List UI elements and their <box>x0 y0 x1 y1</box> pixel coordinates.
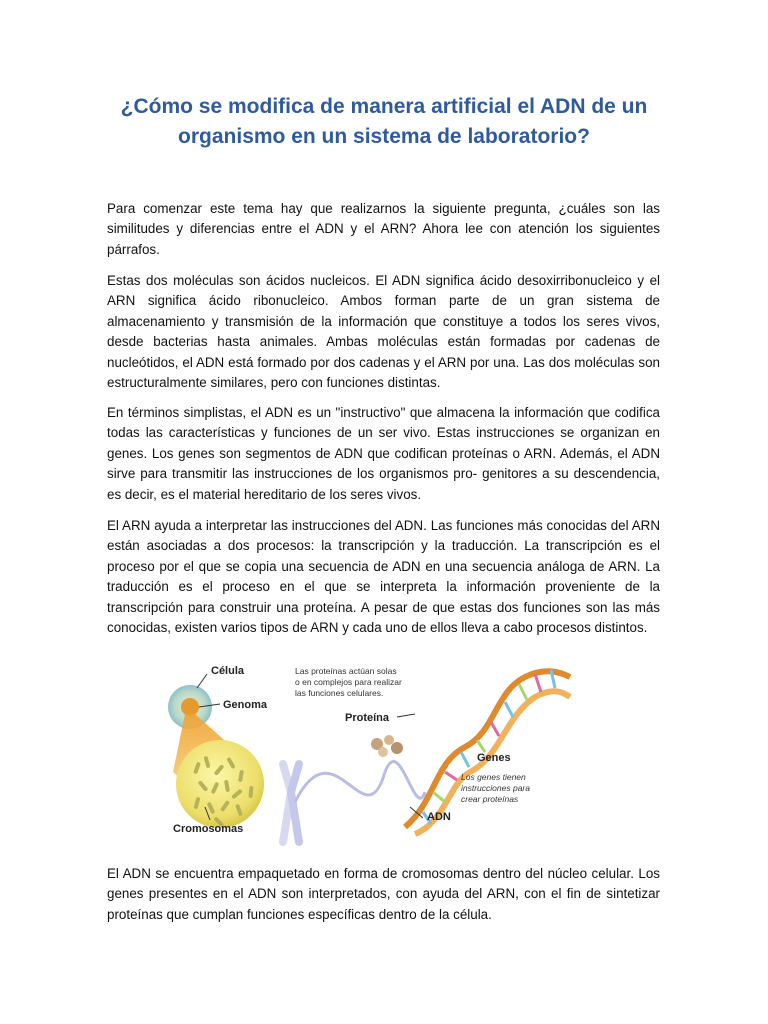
note-genes-line-3: crear proteínas <box>461 794 519 804</box>
protein-cluster <box>371 735 403 757</box>
label-celula: Célula <box>211 665 245 677</box>
note-proteinas-line-1: Las proteínas actúan solas <box>295 666 397 676</box>
paragraph-adn-instructions: En términos simplistas, el ADN es un "instructivo" que almacena la información que codifica todas las características y funciones de un ser vivo. Estas instrucciones se organizan en genes. Los genes son segmentos de ADN que codifican proteínas o ARN. Además, el ADN sirve para transmitir las instrucciones de los organismos pro- genitores a su descendencia, es decir, es el material hereditario de los seres vivos. <box>107 405 660 502</box>
note-proteinas-line-2: o en complejos para realizar <box>295 677 402 687</box>
nucleus-shape <box>181 698 199 716</box>
note-genes-line-1: Los genes tienen <box>461 772 526 782</box>
note-genes <box>461 772 532 804</box>
note-proteinas-line-3: las funciones celulares. <box>295 688 384 698</box>
enlarged-nucleus <box>176 740 264 828</box>
paragraph-arn-functions: El ARN ayuda a interpretar las instrucciones del ADN. Las funciones más conocidas del ARN están asociadas a dos procesos: la transcripción y la traducción. La transcripción es el proceso por el que se copia una secuencia de ADN en una secuencia análoga de ARN. La traducción es el proceso en el que se interpreta la información proveniente de la transcripción para construir una proteína. A pesar de que estas dos funciones son las más conocidas, existen varios tipos de ARN y cada uno de ellos lleva a cabo procesos distintos. <box>107 518 660 636</box>
celula-pointer <box>197 674 207 688</box>
label-cromosomas: Cromosomas <box>173 823 244 835</box>
label-adn: ADN <box>427 811 451 823</box>
paragraph-chromosomes: El ADN se encuentra empaquetado en forma de cromosomas dentro del núcleo celular. Los genes presentes en el ADN son interpretados, con ayuda del ARN, con el fin de sintetizar proteínas que cumplan funciones específicas dentro de la célula. <box>107 866 660 922</box>
note-proteinas <box>295 666 404 698</box>
dna-illustration <box>165 652 575 852</box>
dna-illustration-svg <box>165 652 575 852</box>
label-proteina: Proteína <box>345 712 390 724</box>
chromosome-x <box>283 764 299 842</box>
paragraph-nucleic-acids: Estas dos moléculas son ácidos nucleicos. El ADN significa ácido desoxirribonucleico y el ARN significa ácido ribonucleico. Ambos forman parte de un gran sistema de almacenamiento y transmisión de la información que constituye a todos los seres vivos, desde bacterias hasta animales. Ambas moléculas están formadas por cadenas de nucleótidos, el ADN está formado por dos cadenas y el ARN por una. Las dos moléculas son estructuralmente similares, pero con funciones distintas. <box>107 273 660 391</box>
page-title: ¿Cómo se modifica de manera artificial el ADN de un organismo en un sistema de laboratorio? <box>120 95 648 148</box>
proteina-pointer <box>397 714 415 717</box>
note-genes-line-2: instrucciones para <box>461 783 530 793</box>
paragraph-intro: Para comenzar este tema hay que realizarnos la siguiente pregunta, ¿cuáles son las similitudes y diferencias entre el ADN y el ARN? Ahora lee con atención los siguientes párrafos. <box>107 201 660 257</box>
label-genoma: Genoma <box>223 699 268 711</box>
label-genes: Genes <box>477 752 511 764</box>
dna-strand <box>295 762 425 802</box>
